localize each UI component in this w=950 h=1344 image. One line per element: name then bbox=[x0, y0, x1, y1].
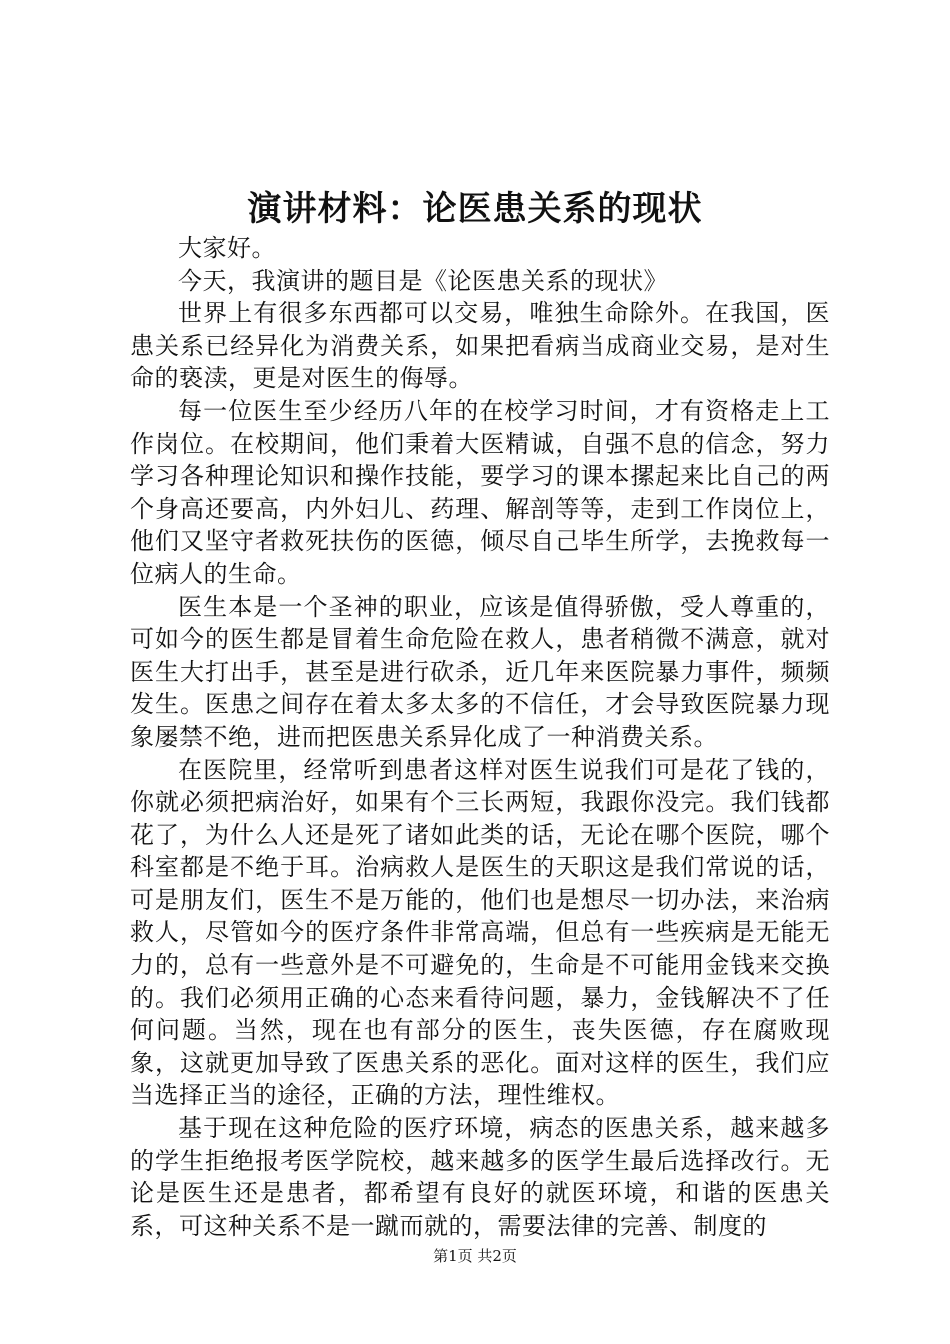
paragraph: 在医院里，经常听到患者这样对医生说我们可是花了钱的，你就必须把病治好，如果有个三长两短，我跟你没完。我们钱都花了，为什么人还是死了诸如此类的话，无论在哪个医院，哪个科室都是不绝于耳。治病救人是医生的天职这是我们常说的话，可是朋友们，医生不是万能的，他们也是想尽一切办法，来治病救人，尽管如今的医疗条件非常高端，但总有一些疾病是无能无力的，总有一些意外是不可避免的，生命是不可能用金钱来交换的。我们必须用正确的心态来看待问题，暴力，金钱解决不了任何问题。当然，现在也有部分的医生，丧失医德，存在腐败现象，这就更加导致了医患关系的恶化。面对这样的医生，我们应当选择正当的途径，正确的方法，理性维权。 bbox=[130, 755, 830, 1110]
document-title: 演讲材料：论医患关系的现状 bbox=[247, 189, 703, 229]
paragraph: 今天，我演讲的题目是《论医患关系的现状》 bbox=[178, 266, 668, 295]
paragraph: 每一位医生至少经历八年的在校学习时间，才有资格走上工作岗位。在校期间，他们秉着大医精诚，自强不息的信念，努力学习各种理论知识和操作技能，要学习的课本摞起来比自己的两个身高还要高，内外妇儿、药理、解剖等等，走到工作岗位上，他们又坚守者救死扶伤的医德，倾尽自己毕生所学，去挽救每一位病人的生命。 bbox=[130, 396, 830, 588]
paragraph: 基于现在这种危险的医疗环境，病态的医患关系，越来越多的学生拒绝报考医学院校，越来越多的医学生最后选择改行。无论是医生还是患者，都希望有良好的就医环境，和谐的医患关系，可这种关系不是一蹴而就的，需要法律的完善、制度的 bbox=[130, 1114, 830, 1240]
paragraph: 大家好。 bbox=[178, 234, 276, 262]
paragraph: 医生本是一个圣神的职业，应该是值得骄傲，受人尊重的，可如今的医生都是冒着生命危险在救人，患者稍微不满意，就对医生大打出手，甚至是进行砍杀，近几年来医院暴力事件，频频发生。医患之间存在着太多太多的不信任，才会导致医院暴力现象屡禁不绝，进而把医患关系异化成了一种消费关系。 bbox=[130, 592, 830, 751]
paragraph: 世界上有很多东西都可以交易，唯独生命除外。在我国，医患关系已经异化为消费关系，如果把看病当成商业交易，是对生命的亵渎，更是对医生的侮辱。 bbox=[130, 299, 830, 393]
document-body bbox=[130, 232, 830, 1242]
page-footer: 第1页 共2页 bbox=[433, 1247, 517, 1265]
